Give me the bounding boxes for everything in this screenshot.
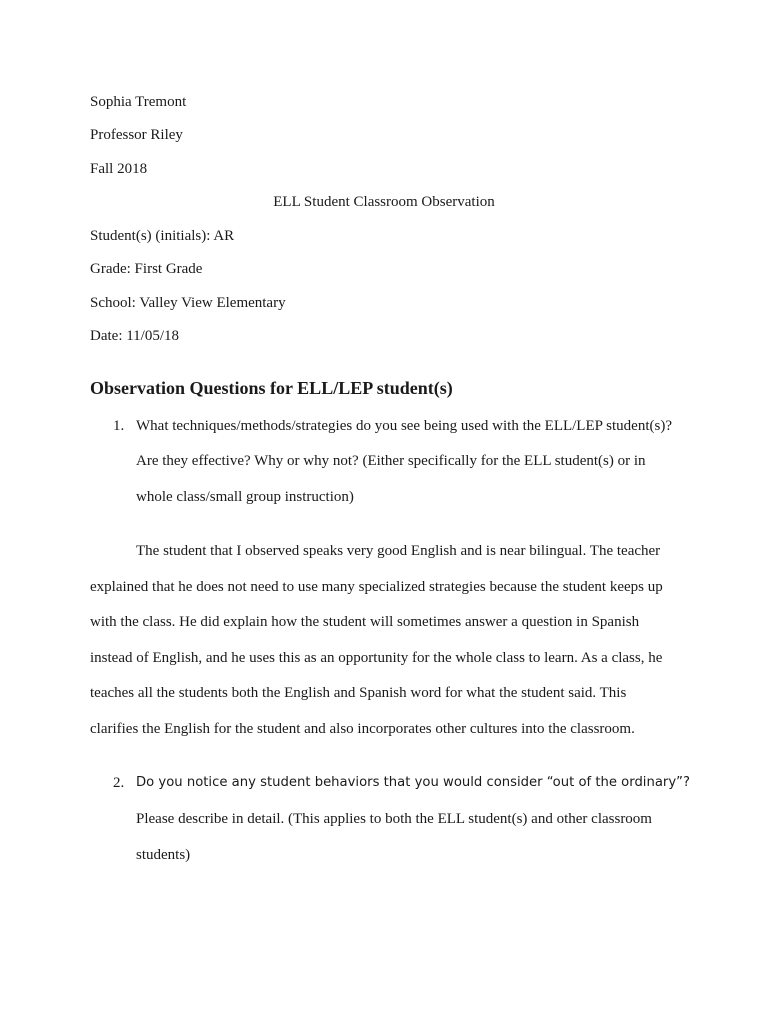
professor-name: Professor Riley	[90, 127, 183, 143]
students-initials: Student(s) (initials): AR	[90, 228, 235, 244]
term: Fall 2018	[90, 161, 148, 177]
answer-line: with the class. He did explain how the student will sometimes answer a question in Spanish	[90, 614, 640, 630]
question-number: 2.	[113, 775, 125, 791]
date: Date: 11/05/18	[90, 328, 180, 344]
answer-line: instead of English, and he uses this as an opportunity for the whole class to learn. As a class, he	[90, 650, 663, 666]
question-line: whole class/small group instruction)	[136, 489, 354, 505]
author-name: Sophia Tremont	[90, 94, 187, 110]
question-line: Are they effective? Why or why not? (Either specifically for the ELL student(s) or in	[136, 453, 646, 469]
question-line: Do you notice any student behaviors that you would consider “out of the ordinary”?	[136, 775, 690, 790]
question-line: Please describe in detail. (This applies to both the ELL student(s) and other classroom	[136, 811, 652, 827]
question-line: What techniques/methods/strategies do you see being used with the ELL/LEP student(s)?	[136, 418, 672, 434]
answer-line: clarifies the English for the student and also incorporates other cultures into the classroom.	[90, 721, 635, 737]
school: School: Valley View Elementary	[90, 295, 286, 311]
question-number: 1.	[113, 418, 125, 434]
document-title: ELL Student Classroom Observation	[273, 194, 495, 210]
question-line: students)	[136, 847, 191, 863]
grade: Grade: First Grade	[90, 261, 203, 277]
answer-line: teaches all the students both the English and Spanish word for what the student said. This	[90, 685, 627, 701]
answer-line: explained that he does not need to use many specialized strategies because the student keeps up	[90, 579, 663, 595]
section-heading: Observation Questions for ELL/LEP student(s)	[90, 378, 453, 398]
answer-line: The student that I observed speaks very good English and is near bilingual. The teacher	[136, 543, 661, 559]
